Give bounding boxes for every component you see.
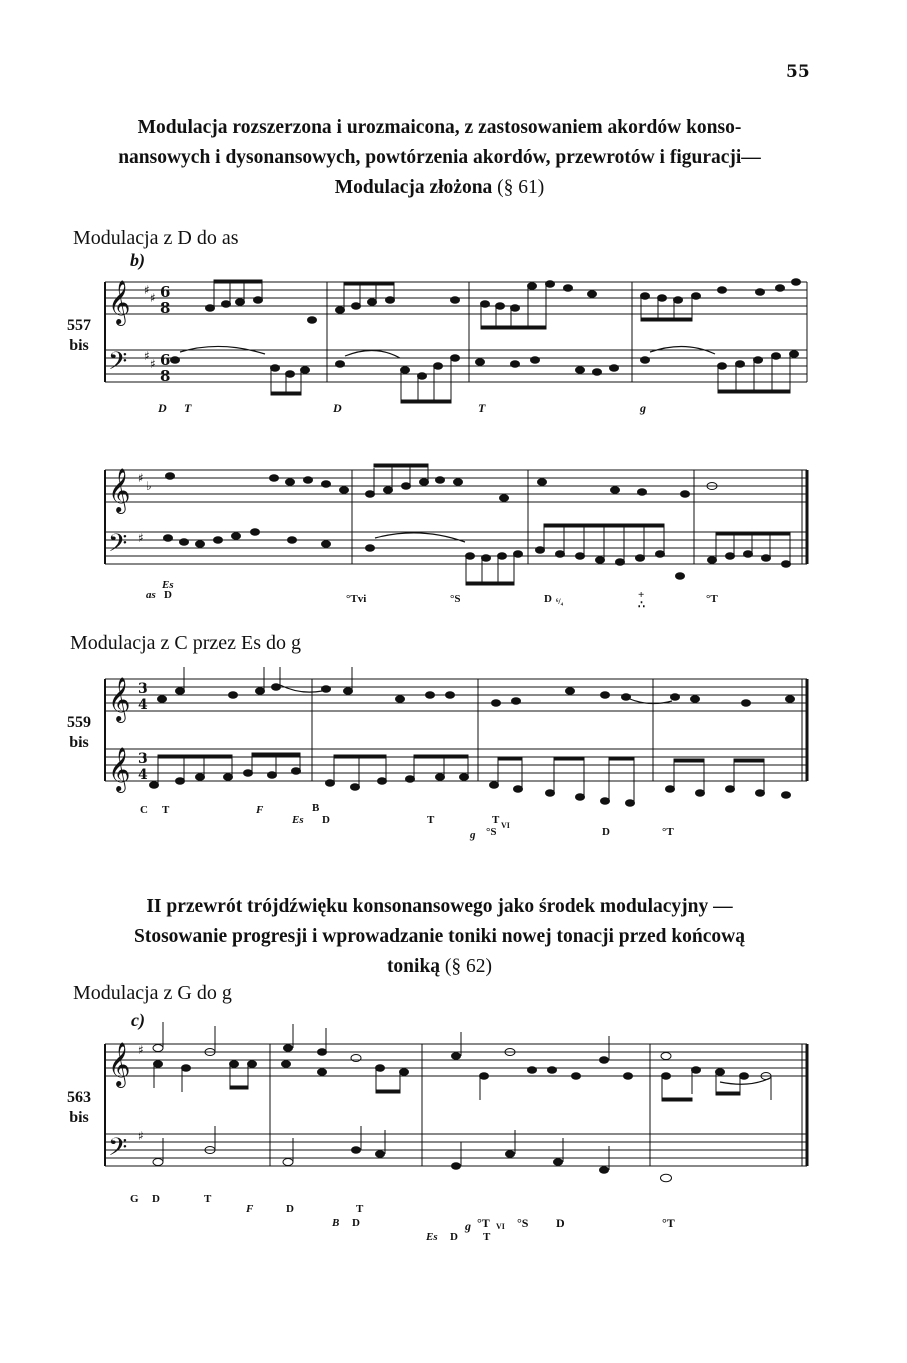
function-symbol: °S bbox=[517, 1216, 529, 1230]
function-symbol: T bbox=[478, 401, 486, 415]
heading-line: nansowych i dysonansowych, powtórzenia akordów, przewrotów i figuracji— bbox=[118, 147, 761, 168]
function-symbol: D bbox=[286, 1203, 294, 1215]
example-number-suffix: bis bbox=[69, 1109, 89, 1126]
example-number-suffix: bis bbox=[69, 337, 89, 354]
function-symbol: VI bbox=[501, 821, 510, 830]
section-heading-61 bbox=[72, 113, 807, 203]
svg-text:6: 6 bbox=[160, 351, 171, 369]
function-symbol: g bbox=[465, 1219, 471, 1233]
svg-text:8: 8 bbox=[160, 367, 171, 385]
function-symbol: Es bbox=[426, 1231, 438, 1243]
svg-text:3: 3 bbox=[138, 681, 148, 697]
function-symbol: B bbox=[312, 802, 320, 814]
function-symbol: T bbox=[356, 1203, 364, 1215]
function-symbol: °S bbox=[450, 593, 461, 605]
svg-text:𝄞: 𝄞 bbox=[108, 280, 131, 324]
example-number-value: 559 bbox=[67, 714, 91, 731]
example-number bbox=[59, 713, 99, 753]
svg-text:𝄢: 𝄢 bbox=[108, 529, 128, 564]
heading-line: II przewrót trójdźwięku konsonansowego jako środek modulacyjny — bbox=[146, 896, 733, 917]
heading-line: Stosowanie progresji i wprowadzanie toniki nowej tonacji przed końcową bbox=[133, 926, 745, 947]
function-symbol: D bbox=[556, 1216, 565, 1230]
function-symbol: G bbox=[130, 1193, 139, 1205]
score-559 bbox=[100, 665, 812, 850]
function-symbol: ⁶/₄ bbox=[556, 597, 564, 606]
function-symbol: °T bbox=[662, 1216, 675, 1230]
heading-title: toniką bbox=[386, 956, 441, 977]
function-symbol: VI bbox=[496, 1222, 505, 1231]
svg-text:𝄢: 𝄢 bbox=[108, 347, 128, 382]
svg-text:4: 4 bbox=[138, 697, 148, 713]
svg-text:♭: ♭ bbox=[146, 479, 152, 493]
function-symbol: + bbox=[638, 589, 645, 601]
section-heading-62 bbox=[72, 892, 807, 982]
svg-text:6: 6 bbox=[160, 283, 171, 301]
svg-text:𝄞: 𝄞 bbox=[108, 1042, 131, 1086]
function-symbol: D bbox=[152, 1193, 160, 1205]
function-symbol: °T bbox=[477, 1216, 490, 1230]
svg-text:♯: ♯ bbox=[144, 349, 150, 363]
example-caption: Modulacja z C przez Es do g bbox=[70, 632, 302, 654]
svg-text:𝄞: 𝄞 bbox=[108, 677, 131, 721]
example-number-value: 563 bbox=[67, 1089, 91, 1106]
function-symbol: F bbox=[246, 1203, 254, 1215]
section-reference: (§ 62) bbox=[444, 956, 493, 977]
svg-text:𝄢: 𝄢 bbox=[108, 1133, 128, 1168]
function-symbol: as bbox=[146, 589, 156, 601]
function-symbol: T bbox=[162, 804, 170, 816]
function-symbol: °T bbox=[706, 593, 718, 605]
function-symbol: D bbox=[158, 401, 167, 415]
example-caption: Modulacja z D do as bbox=[73, 227, 239, 249]
heading-line: Modulacja rozszerzona i urozmaicona, z zastosowaniem akordów konso- bbox=[137, 117, 742, 138]
svg-text:♯: ♯ bbox=[150, 357, 156, 371]
function-symbol: Es bbox=[162, 579, 174, 591]
svg-text:4: 4 bbox=[138, 767, 148, 783]
svg-text:♯: ♯ bbox=[138, 1129, 144, 1143]
function-symbol: B bbox=[332, 1217, 340, 1229]
example-sub-label: c) bbox=[131, 1010, 145, 1030]
function-symbol: °S bbox=[486, 826, 497, 838]
heading-line bbox=[72, 173, 807, 203]
svg-text:𝄞: 𝄞 bbox=[108, 468, 131, 512]
score-563 bbox=[100, 1030, 812, 1243]
function-symbol: Es bbox=[292, 814, 304, 826]
example-number bbox=[59, 1088, 99, 1128]
score-557-system1 bbox=[100, 270, 812, 420]
function-symbol: D bbox=[333, 401, 342, 415]
svg-text:3: 3 bbox=[138, 751, 148, 767]
svg-text:♯: ♯ bbox=[144, 283, 150, 297]
score-557-system2 bbox=[100, 460, 812, 620]
svg-text:♯: ♯ bbox=[138, 1043, 144, 1057]
example-sub-label: b) bbox=[130, 250, 145, 270]
svg-text:8: 8 bbox=[160, 299, 171, 317]
function-symbol: T bbox=[492, 814, 500, 826]
function-symbol: ∴ bbox=[638, 599, 645, 611]
example-caption: Modulacja z G do g bbox=[73, 982, 232, 1004]
function-symbol: D bbox=[352, 1217, 360, 1229]
function-symbol: D bbox=[602, 826, 610, 838]
function-symbol: T bbox=[184, 401, 192, 415]
svg-text:♯: ♯ bbox=[138, 471, 144, 485]
svg-text:𝄞: 𝄞 bbox=[108, 747, 131, 791]
heading-title: Modulacja złożona bbox=[334, 177, 493, 198]
example-number-value: 557 bbox=[67, 317, 91, 334]
example-number-suffix: bis bbox=[69, 734, 89, 751]
function-symbol: D bbox=[164, 589, 172, 601]
function-symbol: D bbox=[450, 1231, 458, 1243]
function-symbol: °T bbox=[662, 826, 674, 838]
function-symbol: T bbox=[427, 814, 435, 826]
function-symbol: D bbox=[322, 814, 330, 826]
function-symbol: °Tvi bbox=[346, 593, 367, 605]
function-symbol: D bbox=[544, 593, 552, 605]
example-number bbox=[59, 316, 99, 356]
function-symbol: F bbox=[256, 804, 264, 816]
section-reference: (§ 61) bbox=[497, 177, 545, 198]
function-symbol: T bbox=[483, 1231, 491, 1243]
function-symbol: C bbox=[140, 804, 148, 816]
svg-text:♯: ♯ bbox=[138, 531, 144, 545]
svg-text:♯: ♯ bbox=[150, 291, 156, 305]
function-symbol: g bbox=[640, 401, 646, 415]
function-symbol: g bbox=[470, 829, 476, 841]
page-number: 55 bbox=[786, 62, 810, 82]
heading-line bbox=[72, 952, 807, 982]
function-symbol: T bbox=[204, 1193, 212, 1205]
